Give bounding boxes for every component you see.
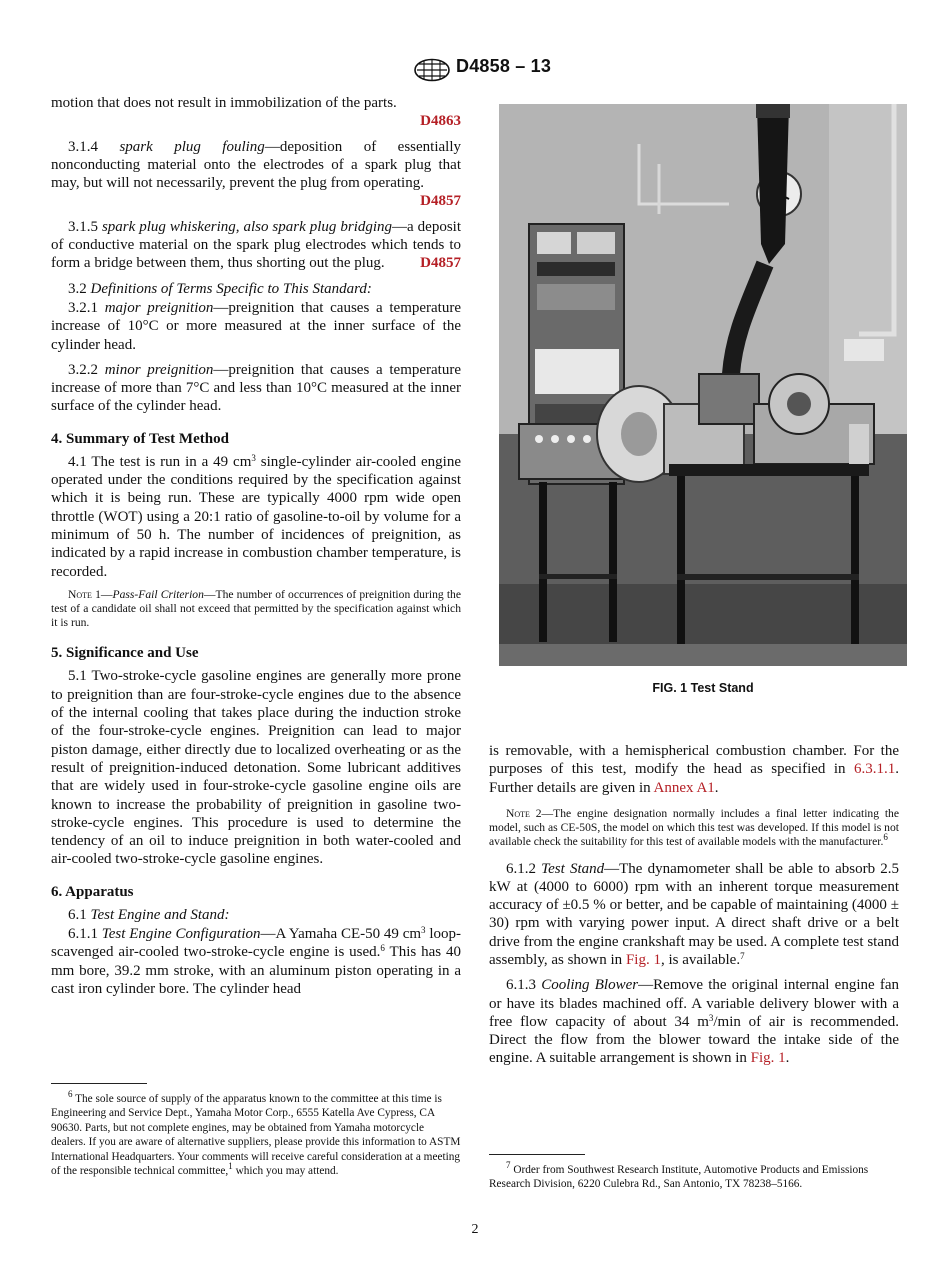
note-1: Note 1—Pass-Fail Criterion—The number of occurrences of preignition during the test of a candidate oil shall not exceed that permitted by the specification against which it is run. <box>51 587 461 630</box>
document-id: D4858 – 13 <box>456 56 552 76</box>
paragraph-6-1-2: 6.1.2 Test Stand—The dynamometer shall be able to absorb 2.5 kW at (4000 to 6000) rpm with an inherent torque measurement accuracy of ±0.5 % or better, and be capable of maintaining (4000 ± 30) rpm with varying power input. A direct shaft drive or a belt drive from the engine crankshaft may be used. A complete test stand assembly, as shown in Fig. 1, is available.$^7$ <box>489 860 900 968</box>
footnote-area-right <box>489 1154 899 1192</box>
paragraph-6-1-3: 6.1.3 Cooling Blower—Remove the original internal engine fan or have its blades machined off. A variable delivery blower with a free flow capacity of about 34 $m^3/\min$ of air is recommended. Direct the flow from the blower toward the intake side of the engine. A suitable arrangement is shown in Fig. 1. <box>489 977 899 1067</box>
reference-link[interactable]: D4857 <box>420 255 461 272</box>
page-header <box>0 56 950 82</box>
section-heading: 4. Summary of Test Method <box>51 430 229 447</box>
figure-link[interactable]: Fig. 1 <box>750 1050 786 1067</box>
paragraph-continuation: is removable, with a hemispherical combustion chamber. For the purposes of this test, modify the head as specified in 6.3.1.1. Further details are given in Annex A1. <box>489 743 899 796</box>
paragraph-6-1-1: 6.1.1 Test Engine Configuration—A Yamaha CE-50 49 $cm^3$ loop-scavenged air-cooled two-stroke-cycle engine is used.$^6$ This has 40 mm bore, 39.2 mm stroke, with an aluminum piston operating in a cast iron cylinder bore. The cylinder head <box>51 925 461 997</box>
definition-3-2-2: 3.2.2 minor preignition—preignition that causes a temperature increase of more than 7°C and less than 10°C measured at the inner surface of the cylinder head. <box>51 361 461 415</box>
paragraph-continuation: motion that does not result in immobilization of the parts. D4863 <box>51 95 461 130</box>
section-heading: 5. Significance and Use <box>51 645 199 662</box>
test-stand-photo-drawing <box>499 104 907 666</box>
section-link[interactable]: 6.3.1.1 <box>854 761 896 778</box>
footnote-rule <box>51 1083 147 1084</box>
paragraph-5-1: 5.1 Two-stroke-cycle gasoline engines are generally more prone to preignition than are four-stroke-cycle engines due to the absence of the internal cooling that takes place during the induction stroke of the four-stroke-cycle engines. Preignition can lead to major piston damage, either directly due to localized overheating or as the result of preignition-induced detonation. Some lubricant additives that are widely used in four-stroke-cycle gasoline engine oils are known to increase the probability of preignition in gasoline two-stroke-cycle engines. This procedure is used to determine the tendency of an oil to induce preignition in both water-cooled and air-cooled two-stroke-cycle gasoline engines. <box>51 668 461 868</box>
footnote-rule <box>489 1154 585 1155</box>
section-6-1: 6.1 Test Engine and Stand: <box>68 906 230 923</box>
reference-link[interactable]: D4863 <box>420 113 461 130</box>
left-column <box>51 94 461 1005</box>
reference-link[interactable]: D4857 <box>420 193 461 210</box>
definition-3-1-4: 3.1.4 spark plug fouling—deposition of essentially nonconducting material onto the electrodes of a spark plug that may, but will not necessarily, prevent the plug from operating. D4857 <box>51 138 461 210</box>
paragraph-4-1: 4.1 The test is run in a 49 $cm^3$ single-cylinder air-cooled engine operated under the conditions required by the specification against which it is being run. These are typically 4000 rpm wide open throttle (WOT) using a 20:1 ratio of gasoline-to-oil by volume for a minimum of 50 h. The number of incidences of preignition, as indicated by a rapid increase in combustion chamber temperature, is recorded. <box>51 452 462 580</box>
section-3-2: 3.2 Definitions of Terms Specific to This Standard: <box>68 280 372 297</box>
figure-caption: FIG. 1 Test Stand <box>652 681 754 695</box>
annex-link[interactable]: Annex A1 <box>653 779 715 796</box>
astm-logo-icon <box>413 58 451 82</box>
definition-3-1-5: 3.1.5 spark plug whiskering, also spark plug bridging—a deposit of conductive material on the spark plug electrodes which tends to form a bridge between them, thus shorting out the plug. D4857 <box>51 218 461 272</box>
figure-link[interactable]: Fig. 1 <box>625 951 661 968</box>
page-number: 2 <box>471 1222 479 1237</box>
figure-test-stand-photo <box>499 104 907 666</box>
footnote-7: $^7$ Order from Southwest Research Institute, Automotive Products and Emissions Research Division, 6220 Culebra Rd., San Antonio, TX 78238–5166. <box>489 1160 869 1191</box>
section-heading: 6. Apparatus <box>51 883 134 900</box>
footnote-6: $^6$ The sole source of supply of the apparatus known to the committee at this time is Engineering and Service Dept., Yamaha Motor Corp., 6555 Katella Ave Cypress, CA 90630. Parts, but not complete engines, may be obtained from Yamaha motorcycle dealers. If you are aware of alternative suppliers, please provide this information to ASTM International Headquarters. Your comments will receive careful consideration at a meeting of the responsible technical committee,$^1$ which you may attend. <box>51 1089 461 1178</box>
note-2: Note 2—The engine designation normally includes a final letter indicating the model, such as CE-50S, the model on which this test was developed. If this model is not available check the suitability for this test of available models with the manufacturer.$^6$ <box>489 806 899 849</box>
right-column <box>489 742 899 1075</box>
footnote-area-left <box>51 1083 461 1178</box>
definition-3-2-1: 3.2.1 major preignition—preignition that causes a temperature increase of 10°C or more measured at the inner surface of the cylinder head. <box>51 299 461 353</box>
